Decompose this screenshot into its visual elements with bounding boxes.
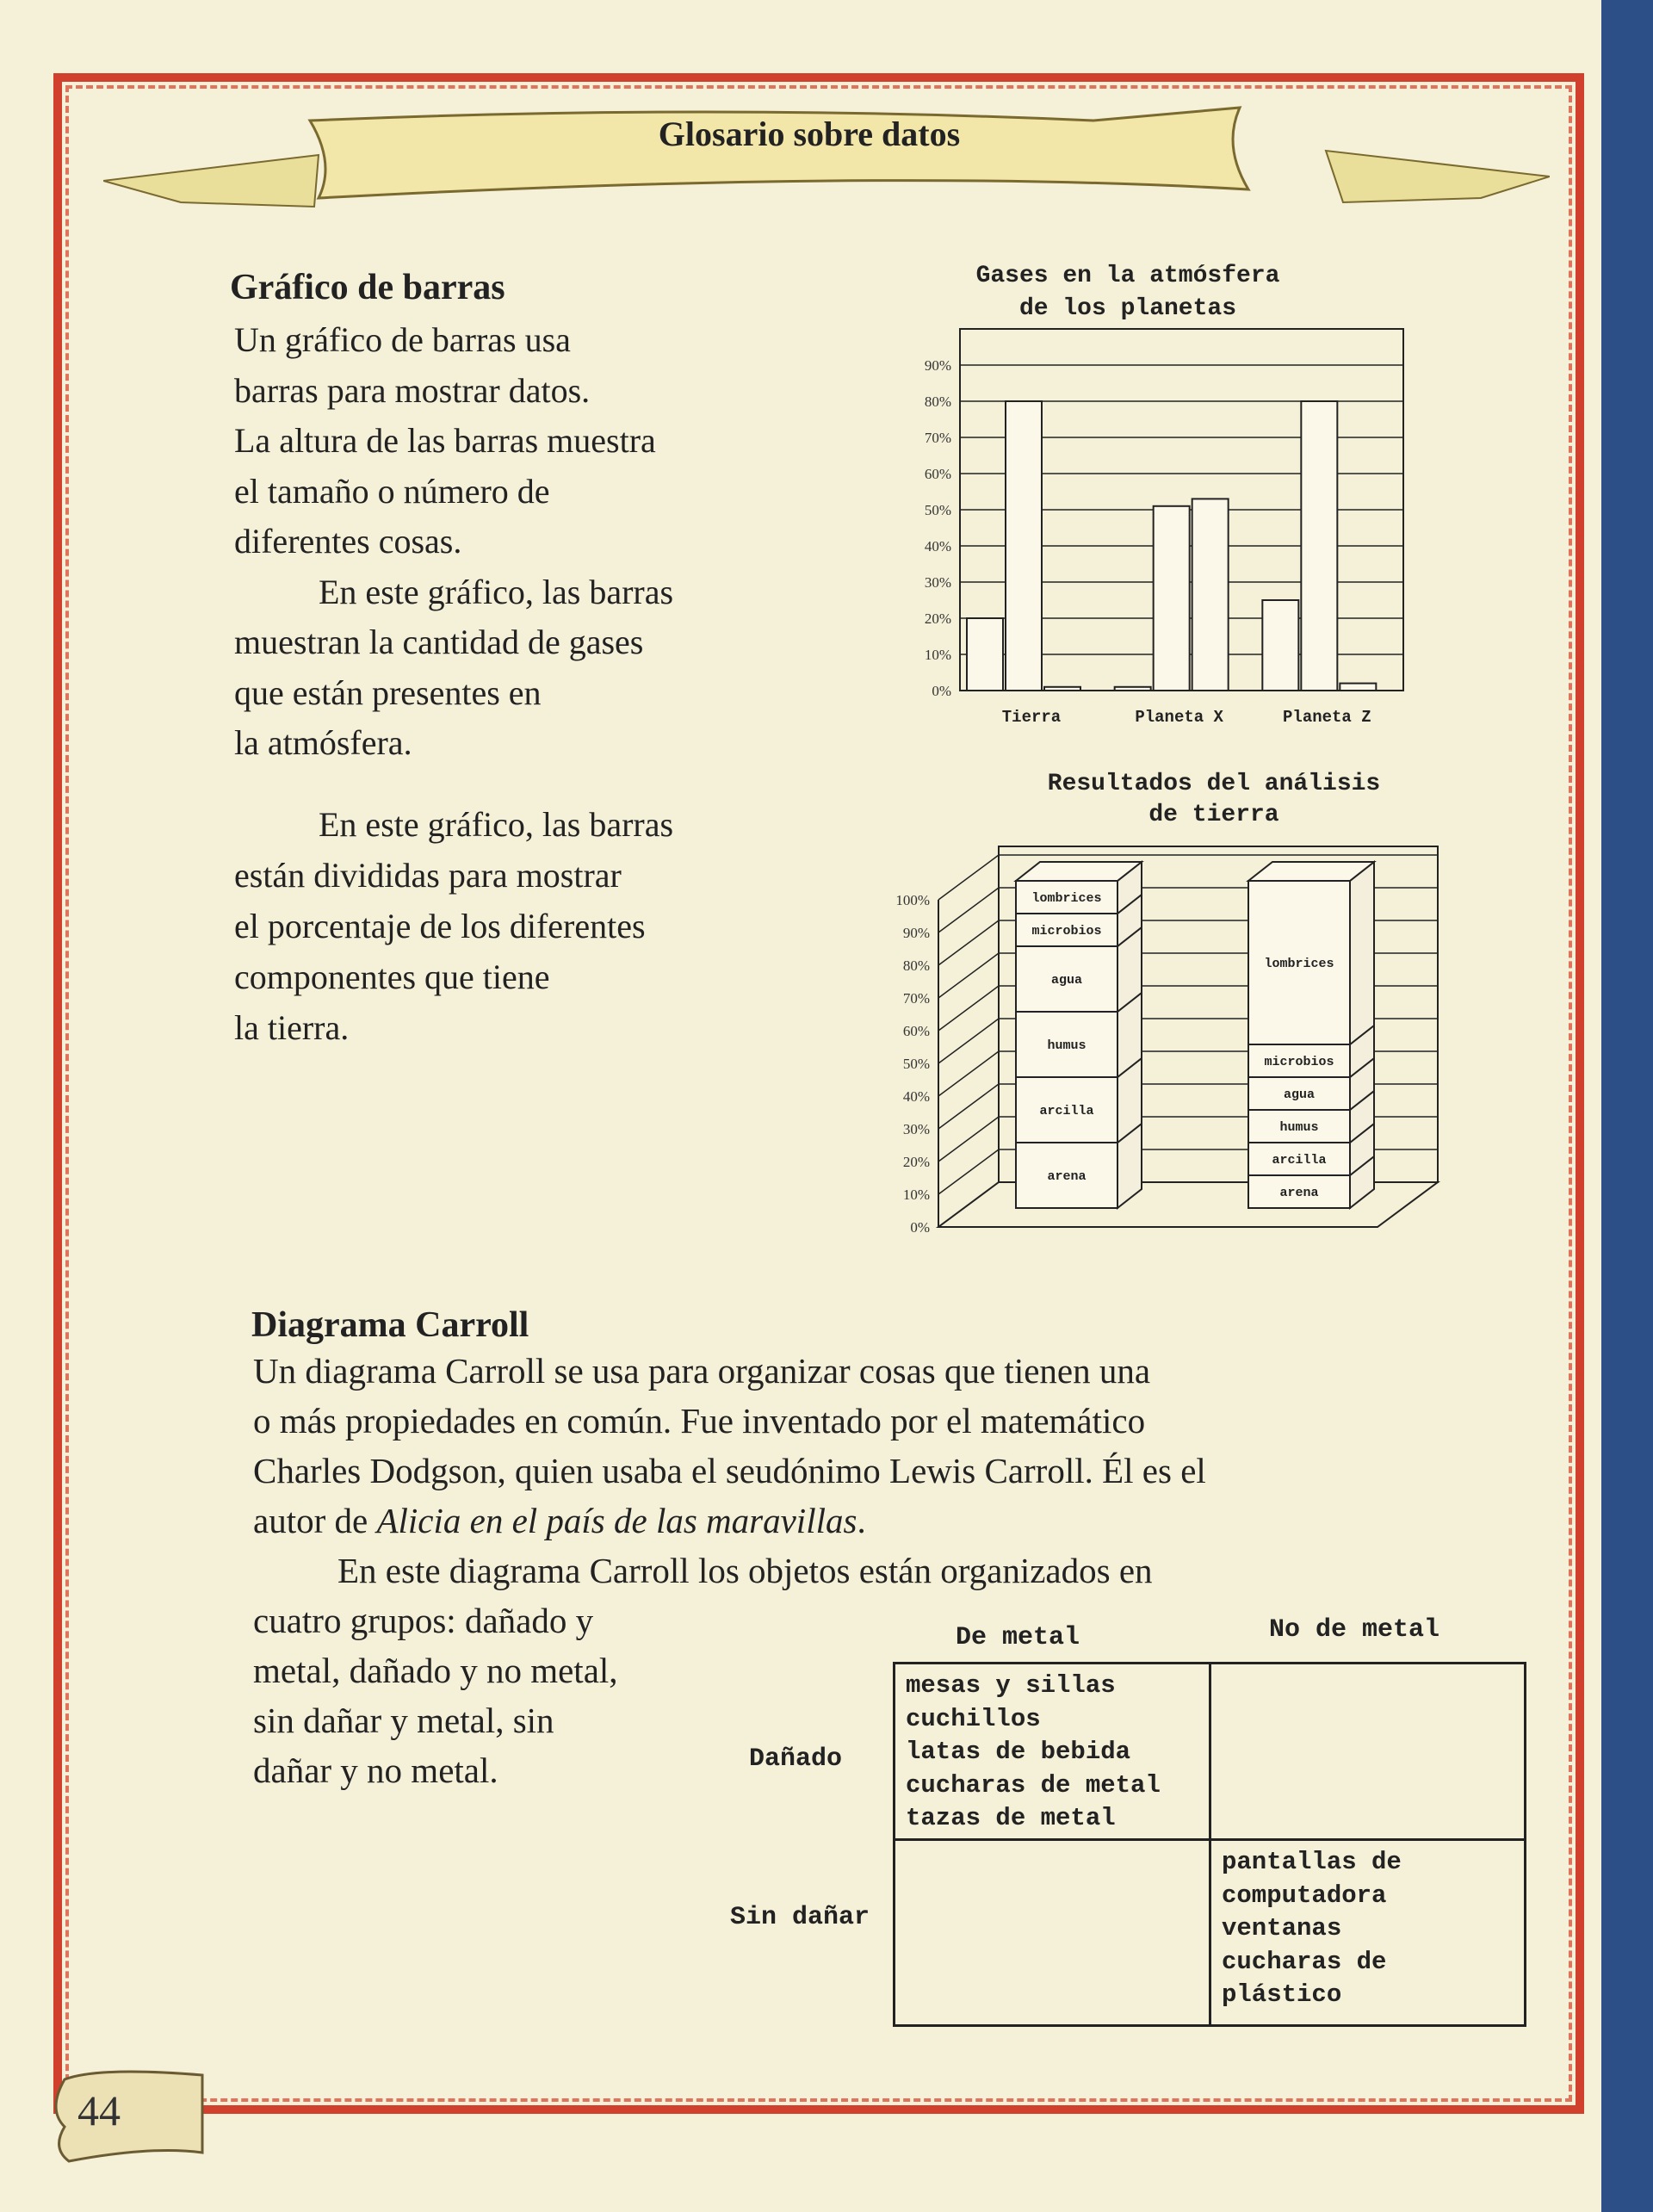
bar [1154,506,1190,691]
x-category-label: Planeta X [1135,708,1223,727]
cell-item: cucharas de metal [906,1770,1161,1800]
cell-item: computadora [1222,1881,1387,1910]
segment-label: arcilla [1272,1153,1327,1168]
bar-chart-heading: Gráfico de barras [230,268,505,307]
y-tick-label: 20% [902,1154,930,1170]
text-line: o más propiedades en común. Fue inventado por el matemático [253,1401,1146,1441]
text-line: En este diagrama Carroll los objetos están organizados en [337,1551,1153,1590]
text-line: metal, dañado y no metal, [253,1651,618,1690]
y-tick-label: 100% [895,892,930,908]
soil-chart-title-line: de tierra [1148,802,1279,828]
stack-segment-side [1350,862,1374,1044]
text-fragment: autor de [253,1501,377,1540]
text-line: sin dañar y metal, sin [253,1701,554,1740]
soil-chart-title-line: Resultados del análisis [1047,771,1381,797]
segment-label: arcilla [1039,1104,1094,1118]
text-line: la tierra. [234,1008,350,1047]
book-title: Alicia en el país de las maravillas [376,1501,857,1540]
segment-label: agua [1050,973,1083,988]
gridline-side [938,953,999,998]
text-line: Charles Dodgson, quien usaba el seudónimo Lewis Carroll. Él es el [253,1451,1206,1490]
y-tick-label: 10% [924,647,951,663]
cell-damaged-metal [895,1664,1209,1838]
text-line: Un diagrama Carroll se usa para organizar cosas que tienen una [253,1351,1151,1391]
text-line: el porcentaje de los diferentes [234,907,646,945]
bar-chart-paragraph-3 [234,799,673,1053]
y-tick-label: 10% [902,1187,930,1203]
page-title: Glosario sobre datos [658,115,961,153]
y-tick-label: 90% [902,925,930,941]
bar [1301,401,1337,691]
cell-item: latas de bebida [906,1738,1131,1766]
y-tick-label: 30% [902,1121,930,1137]
carroll-diagram-heading: Diagrama Carroll [251,1305,529,1345]
text-line: que están presentes en [234,672,542,712]
text-line: barras para mostrar datos. [234,370,591,410]
cell-item: tazas de metal [906,1804,1116,1832]
y-tick-label: 40% [924,538,951,555]
bar [1192,499,1229,691]
text-line: Un gráfico de barras usa [234,320,571,359]
gas-bar-chart [861,319,1429,740]
y-tick-label: 30% [924,574,951,591]
gas-chart-title [930,260,1326,325]
gas-chart-title-line: Gases en la atmósfera [975,263,1280,289]
gridline-side [938,1149,999,1194]
gridline-side [938,855,999,900]
cell-item: cuchillos [906,1704,1041,1733]
y-tick-label: 80% [924,393,951,410]
cell-item: pantallas de [1222,1848,1402,1876]
bar [1006,401,1042,691]
bar [1115,687,1151,691]
gridline-side [938,1019,999,1063]
x-category-label: Tierra [1001,708,1062,727]
cell-item: cucharas de [1222,1947,1387,1976]
y-tick-label: 80% [902,957,930,974]
segment-label: agua [1283,1087,1316,1102]
y-tick-label: 0% [910,1219,930,1236]
segment-label: lombrices [1264,957,1334,971]
y-tick-label: 40% [902,1088,930,1105]
y-tick-label: 20% [924,610,951,627]
bar [967,618,1003,691]
y-tick-label: 90% [924,357,951,374]
soil-stacked-chart [861,822,1481,1244]
text-line: la atmósfera. [234,723,412,762]
y-tick-label: 0% [932,683,951,699]
y-tick-label: 60% [924,466,951,482]
text-line: dañar y no metal. [253,1750,498,1790]
bar [1262,600,1298,691]
gridline-side [938,888,999,933]
text-line: están divididas para mostrar [234,856,622,895]
y-tick-label: 60% [902,1023,930,1039]
gridline-side [938,1051,999,1096]
banner-ribbon [103,95,1550,215]
gridline-side [938,1084,999,1129]
y-tick-label: 70% [924,430,951,446]
segment-label: humus [1047,1038,1087,1053]
gridline-side [938,1117,999,1162]
cell-item: ventanas [1222,1914,1342,1942]
segment-label: microbios [1031,924,1102,939]
gridline-side [938,986,999,1031]
text-line: el tamaño o número de [234,471,550,511]
text-line [253,1496,1206,1546]
row-header-damaged: Dañado [749,1744,843,1774]
column-header-metal: De metal [956,1623,1080,1652]
gridline-side [938,920,999,965]
cell-item: mesas y sillas [906,1671,1116,1700]
segment-label: microbios [1264,1055,1334,1069]
x-category-label: Planeta Z [1283,708,1371,727]
segment-label: humus [1279,1120,1319,1135]
page-number: 44 [77,2086,121,2135]
bar-chart-paragraph-1 [234,315,673,769]
gas-chart-title-line: de los planetas [1018,295,1237,322]
segment-label: arena [1279,1186,1319,1200]
text-line: componentes que tiene [234,957,550,996]
y-tick-label: 50% [924,502,951,518]
column-header-non-metal: No de metal [1269,1615,1440,1645]
text-line: diferentes cosas. [234,522,462,561]
text-fragment: . [857,1501,866,1540]
segment-label: arena [1047,1169,1087,1184]
cell-item: plástico [1222,1980,1342,2009]
cell-undamaged-nonmetal [1211,1841,1524,2024]
text-line: muestran la cantidad de gases [234,623,644,661]
text-line: La altura de las barras muestra [234,421,656,460]
cell-undamaged-metal [895,1841,1209,2024]
text-line: En este gráfico, las barras [319,805,674,844]
bar [1340,684,1376,691]
row-header-undamaged: Sin dañar [730,1903,870,1932]
text-line: cuatro grupos: dañado y [253,1601,594,1640]
y-tick-label: 50% [902,1056,930,1072]
y-tick-label: 70% [902,990,930,1007]
carroll-table [893,1662,1526,2027]
cell-damaged-nonmetal [1211,1664,1524,1838]
text-line: En este gráfico, las barras [319,572,674,611]
segment-label: lombrices [1031,891,1102,906]
bar [1044,687,1080,691]
